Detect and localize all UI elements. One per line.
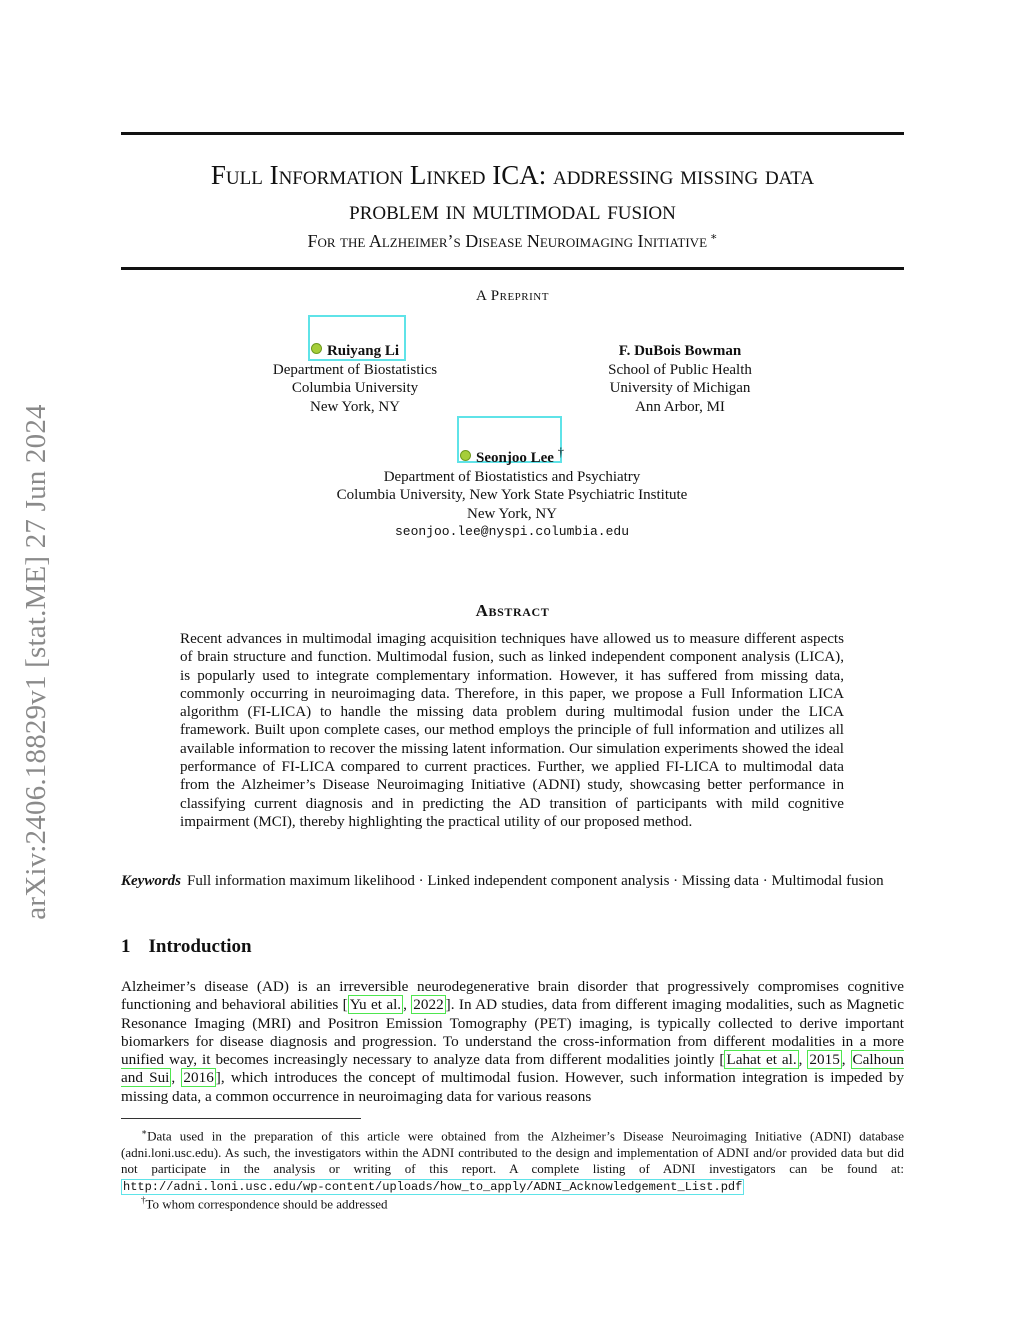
author-location: New York, NY bbox=[309, 398, 400, 415]
title-rule-top bbox=[121, 132, 904, 135]
paper-title-line-1: Full Information Linked ICA: addressing missing data bbox=[210, 160, 815, 190]
footnote-correspondence bbox=[121, 1192, 904, 1213]
citation-separator: , bbox=[171, 1069, 182, 1087]
abstract-body: Recent advances in multimodal imaging acquisition techniques have allowed us to measure different aspects of brain structure and function. Multimodal fusion, such as linked independent component analysis (LICA), is popularly used to integrate complementary information. However, it has suffered from missing data, commonly occurring in neuroimaging data. Therefore, in this paper, we propose a Full Information LICA algorithm (FI-LICA) to handle the missing data problem during multimodal fusion under the LICA framework. Built upon complete cases, our method employs the principle of full information and utilizes all available information to recover the missing latent information. Our simulation experiments showed the ideal performance of FI-LICA compared to current practices. Further, we applied FI-LICA to multimodal data from the Alzheimer’s Disease Neuroimaging Initiative (ADNI) study, showcasing better performance in classifying current diagnosis and in predicting the AD transition of participants with mild cognitive impairment (MCI), thereby highlighting the practical utility of our proposed method. bbox=[180, 631, 844, 830]
orcid-icon[interactable] bbox=[460, 450, 471, 461]
footnote-text: Data used in the preparation of this article were obtained from the Alzheimer’s Disease Neuroimaging Initiative (ADNI) database (adni.loni.usc.edu). As such, the investigators within the ADNI contributed to the design and implementation of ADNI and/or provided data but did not participate in the analysis or writing of this report. A complete listing of ADNI investigators can be found at: bbox=[121, 1128, 904, 1177]
citation-link[interactable]: 2016 bbox=[183, 1069, 214, 1087]
arxiv-identifier: arXiv:2406.18829v1 [stat.ME] 27 Jun 2024 bbox=[20, 404, 52, 920]
paper-subtitle bbox=[121, 226, 904, 252]
intro-text: Alzheimer’s disease (AD) is an irreversible neurodegenerative brain disorder that progressively compromises cognitive functioning and behavioral abilities [ bbox=[121, 978, 904, 1014]
author-location: Ann Arbor, MI bbox=[635, 398, 725, 415]
footnote-url-link[interactable]: http://adni.loni.usc.edu/wp-content/uploads/how_to_apply/ADNI_Acknowledgement_List.pdf bbox=[123, 1179, 743, 1194]
author-block-lee bbox=[262, 443, 762, 542]
subtitle-footnote-mark[interactable]: ∗ bbox=[710, 231, 718, 243]
section-heading bbox=[121, 936, 252, 958]
citation-link[interactable]: Yu et al. bbox=[349, 996, 402, 1014]
keywords-label: Keywords bbox=[121, 873, 181, 889]
footnote-mark: ∗ bbox=[141, 1127, 148, 1137]
author-institution: Columbia University, New York State Psychiatric Institute bbox=[336, 487, 688, 503]
author-name[interactable]: Seonjoo Lee bbox=[476, 450, 554, 466]
author-department: School of Public Health bbox=[608, 361, 752, 378]
citation-separator: , bbox=[403, 996, 412, 1014]
author-department: Department of Biostatistics and Psychiatry bbox=[383, 468, 641, 485]
intro-paragraph bbox=[121, 978, 904, 1106]
author-name: F. DuBois Bowman bbox=[618, 343, 742, 359]
author-email[interactable]: seonjoo.lee@nyspi.columbia.edu bbox=[394, 524, 630, 539]
footnote-text: To whom correspondence should be addressed bbox=[145, 1196, 388, 1212]
author-footnote-mark[interactable]: † bbox=[557, 445, 564, 459]
citation-separator: , bbox=[841, 1051, 851, 1069]
author-name[interactable]: Ruiyang Li bbox=[326, 343, 400, 359]
citation-link[interactable]: Lahat et al. bbox=[726, 1051, 797, 1069]
intro-text: ], which introduces the concept of multimodal fusion. However, such information integration is impeded by missing data, a common occurrence in neuroimaging data for various reasons bbox=[121, 1069, 904, 1105]
abstract-heading: Abstract bbox=[475, 601, 550, 620]
section-title: Introduction bbox=[148, 936, 252, 957]
preprint-label: A Preprint bbox=[476, 288, 549, 304]
citation-link[interactable]: Calhoun and Sui bbox=[121, 1051, 905, 1087]
author-location: New York, NY bbox=[466, 505, 557, 522]
keywords bbox=[121, 872, 904, 890]
author-block-bowman bbox=[530, 342, 830, 416]
author-department: Department of Biostatistics bbox=[272, 361, 438, 378]
keywords-text: Full information maximum likelihood · Linked independent component analysis · Missing data · Multimodal fusion bbox=[187, 873, 884, 889]
citation-link[interactable]: 2015 bbox=[809, 1051, 840, 1069]
paper-title-line-2: problem in multimodal fusion bbox=[349, 195, 676, 225]
title-rule-bottom bbox=[121, 267, 904, 270]
author-block-li bbox=[205, 342, 505, 416]
orcid-icon[interactable] bbox=[311, 343, 322, 354]
subtitle-text: For the Alzheimer’s Disease Neuroimaging Initiative bbox=[307, 231, 708, 251]
footnote-adni bbox=[121, 1124, 904, 1195]
intro-text: ]. In AD studies, data from different imaging modalities, such as Magnetic Resonance Imaging (MRI) and Positron Emission Tomography (PET) imaging, is typically collected to derive important biomarkers for disease diagnosis and progression. To understand the cross-information from different modalities in a more unified way, it becomes increasingly necessary to analyze data from different modalities jointly [ bbox=[121, 996, 905, 1069]
footnote-mark: † bbox=[141, 1195, 146, 1205]
section-number: 1 bbox=[121, 936, 131, 957]
footnote-rule bbox=[121, 1118, 361, 1119]
citation-link[interactable]: 2022 bbox=[413, 996, 444, 1014]
author-institution: Columbia University bbox=[291, 380, 419, 396]
citation-separator: , bbox=[798, 1051, 808, 1069]
author-institution: University of Michigan bbox=[609, 380, 751, 396]
